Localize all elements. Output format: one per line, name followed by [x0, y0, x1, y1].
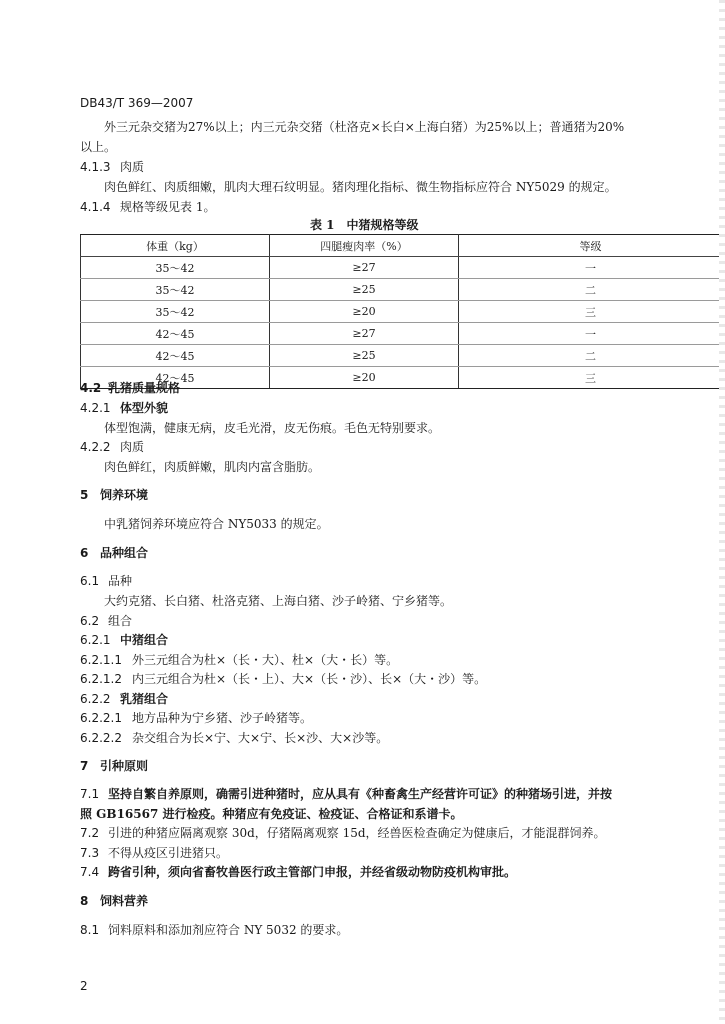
- cell-lean-rate: ≥25: [270, 279, 459, 301]
- table-header-row: [81, 235, 723, 257]
- section-text: 内三元组合为杜×（长・上）、大×（长・沙）、长×（大・沙）等。: [132, 672, 487, 686]
- section-number: 4.1.4: [80, 200, 111, 214]
- section-number: 6.2: [80, 614, 100, 628]
- section-number: 6: [80, 546, 89, 560]
- cell-lean-rate: ≥20: [270, 301, 459, 323]
- section-title: 饲料营养: [100, 894, 149, 908]
- section-7-heading: [80, 758, 148, 774]
- section-number: 4.1.3: [80, 160, 111, 174]
- header-lean-rate: 四腿瘦肉率（%）: [270, 235, 459, 257]
- section-title: 引种原则: [100, 759, 149, 773]
- section-6-2-2-2: [80, 730, 388, 746]
- table-row: [81, 301, 723, 323]
- section-title: 中猪组合: [120, 633, 169, 647]
- page-number: 2: [80, 979, 88, 993]
- section-6-2-2-1: [80, 710, 312, 726]
- table-row: [81, 345, 723, 367]
- section-number: 7.2: [80, 826, 100, 840]
- section-number: 7.1: [80, 787, 100, 801]
- section-title: 乳猪质量规格: [108, 381, 181, 395]
- section-6-2-1-1: [80, 652, 398, 668]
- paragraph-lean-rate-cont: 以上。: [80, 140, 117, 154]
- section-4-2-heading: [80, 380, 180, 396]
- section-5-text: 中乳猪饲养环境应符合 NY5033 的规定。: [104, 517, 329, 531]
- section-6-heading: [80, 545, 148, 561]
- section-title: 饲养环境: [100, 488, 149, 502]
- section-4-1-4-heading: [80, 199, 215, 215]
- header-weight: 体重（kg）: [81, 235, 270, 257]
- section-number: 4.2: [80, 381, 102, 395]
- section-number: 7.4: [80, 865, 100, 879]
- cell-grade: 三: [459, 367, 723, 389]
- section-title: 体型外貌: [120, 401, 169, 415]
- section-text: 坚持自繁自养原则，确需引进种猪时，应从具有《种畜禽生产经营许可证》的种猪场引进，并按: [108, 787, 613, 801]
- section-number: 6.2.2.1: [80, 711, 122, 725]
- section-title: 品种组合: [100, 546, 149, 560]
- section-4-2-1-text: 体型饱满，健康无病，皮毛光滑，皮无伤痕。毛色无特别要求。: [104, 421, 441, 435]
- section-text: 饲料原料和添加剂应符合 NY 5032 的要求。: [108, 923, 349, 937]
- section-number: 7: [80, 759, 89, 773]
- section-number: 6.2.1: [80, 633, 111, 647]
- section-6-2-heading: [80, 613, 132, 629]
- section-number: 6.2.1.1: [80, 653, 122, 667]
- section-7-1: [80, 786, 612, 802]
- section-text: 跨省引种，须向省畜牧兽医行政主管部门申报，并经省级动物防疫机构审批。: [108, 865, 517, 879]
- grade-table: [80, 234, 723, 389]
- cell-lean-rate: ≥27: [270, 257, 459, 279]
- cell-weight: 35～42: [81, 279, 270, 301]
- section-number: 4.2.1: [80, 401, 111, 415]
- cell-weight: 35～42: [81, 301, 270, 323]
- section-6-1-heading: [80, 573, 132, 589]
- table-row: [81, 323, 723, 345]
- section-4-1-3-heading: [80, 159, 144, 175]
- section-number: 8.1: [80, 923, 100, 937]
- header-grade: 等级: [459, 235, 723, 257]
- cell-grade: 三: [459, 301, 723, 323]
- section-title: 组合: [108, 614, 133, 628]
- cell-grade: 一: [459, 257, 723, 279]
- section-6-2-1-2: [80, 671, 486, 687]
- section-number: 6.1: [80, 574, 100, 588]
- scan-edge: [719, 0, 725, 1024]
- cell-grade: 一: [459, 323, 723, 345]
- document-id: DB43/T 369—2007: [80, 96, 194, 110]
- section-number: 6.2.2: [80, 692, 111, 706]
- section-7-4: [80, 864, 516, 880]
- cell-lean-rate: ≥25: [270, 345, 459, 367]
- table-row: [81, 257, 723, 279]
- cell-weight: 42～45: [81, 345, 270, 367]
- cell-grade: 二: [459, 345, 723, 367]
- section-4-2-1-heading: [80, 400, 168, 416]
- section-text: 引进的种猪应隔离观察 30d，仔猪隔离观察 15d，经兽医检查确定为健康后，才能混群饲养。: [108, 826, 606, 840]
- section-6-1-text: 大约克猪、长白猪、杜洛克猪、上海白猪、沙子岭猪、宁乡猪等。: [104, 594, 453, 608]
- section-title: 品种: [108, 574, 133, 588]
- section-title: 肉质: [120, 440, 145, 454]
- cell-weight: 35～42: [81, 257, 270, 279]
- section-number: 6.2.1.2: [80, 672, 122, 686]
- section-4-2-2-heading: [80, 439, 144, 455]
- section-7-3: [80, 845, 228, 861]
- section-title: 乳猪组合: [120, 692, 169, 706]
- section-number: 4.2.2: [80, 440, 111, 454]
- section-7-2: [80, 825, 606, 841]
- section-title: 肉质: [120, 160, 145, 174]
- section-number: 7.3: [80, 846, 100, 860]
- section-text: 杂交组合为长×宁、大×宁、长×沙、大×沙等。: [132, 731, 389, 745]
- section-text: 外三元组合为杜×（长・大）、杜×（大・长）等。: [132, 653, 399, 667]
- section-6-2-1-heading: [80, 632, 168, 648]
- section-title: 规格等级见表 1。: [120, 200, 216, 214]
- section-8-1: [80, 922, 348, 938]
- cell-lean-rate: ≥27: [270, 323, 459, 345]
- cell-grade: 二: [459, 279, 723, 301]
- section-number: 5: [80, 488, 89, 502]
- section-7-1-cont: 照 GB16567 进行检疫。种猪应有免疫证、检疫证、合格证和系谱卡。: [80, 807, 463, 821]
- section-4-2-2-text: 肉色鲜红，肉质鲜嫩，肌肉内富含脂肪。: [104, 460, 321, 474]
- table-row: [81, 279, 723, 301]
- section-8-heading: [80, 893, 148, 909]
- section-4-1-3-text: 肉色鲜红、肉质细嫩，肌肉大理石纹明显。猪肉理化指标、微生物指标应符合 NY5029 的规定。: [104, 180, 617, 194]
- cell-lean-rate: ≥20: [270, 367, 459, 389]
- section-text: 不得从疫区引进猪只。: [108, 846, 229, 860]
- table-caption: 表 1 中猪规格等级: [310, 218, 419, 232]
- section-number: 8: [80, 894, 89, 908]
- section-number: 6.2.2.2: [80, 731, 122, 745]
- paragraph-lean-rate: 外三元杂交猪为27%以上；内三元杂交猪（杜洛克×长白×上海白猪）为25%以上；普通猪为20%: [104, 120, 625, 134]
- section-text: 地方品种为宁乡猪、沙子岭猪等。: [132, 711, 313, 725]
- section-5-heading: [80, 487, 148, 503]
- cell-weight: 42～45: [81, 367, 270, 389]
- section-6-2-2-heading: [80, 691, 168, 707]
- cell-weight: 42～45: [81, 323, 270, 345]
